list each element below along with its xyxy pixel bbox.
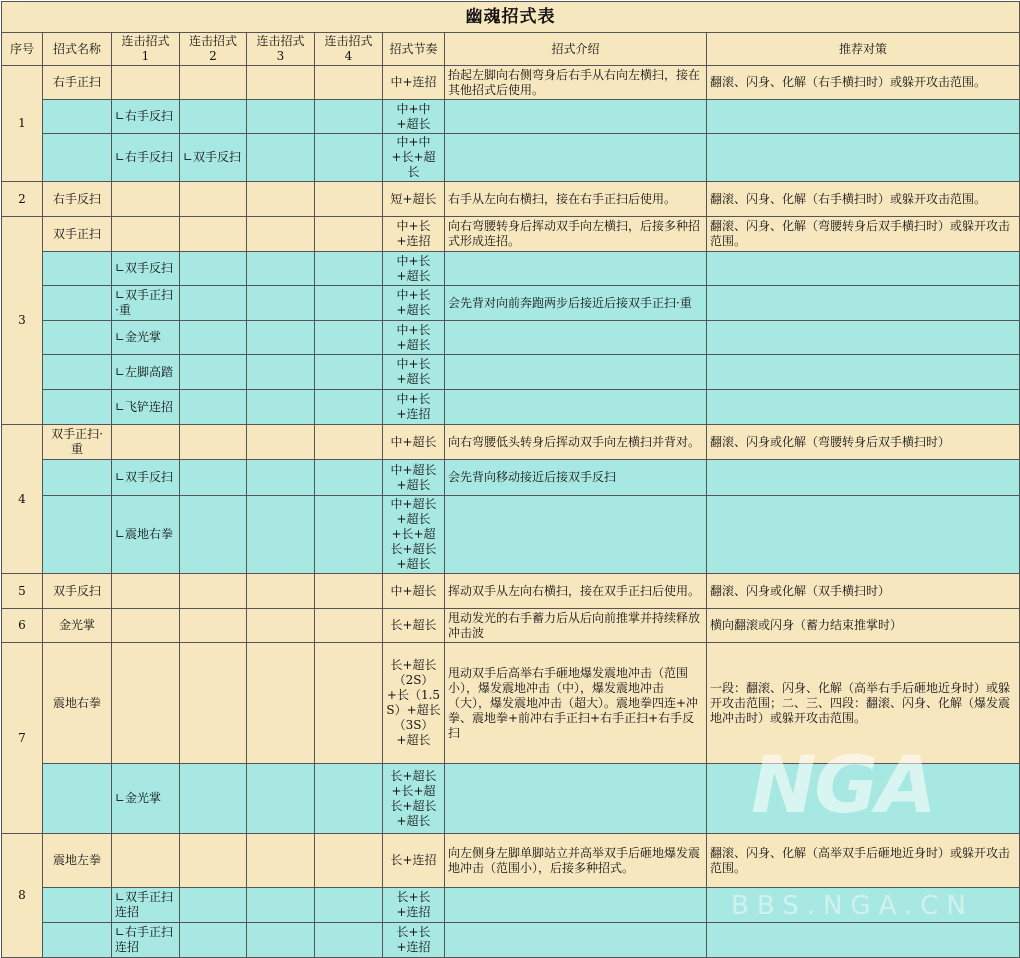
combo-2-cell [180, 425, 247, 460]
combo-3-cell [247, 217, 315, 252]
header-col-move-name: 招式名称 [43, 33, 112, 66]
move-name-cell: 右手正扫 [43, 66, 112, 100]
combo-4-cell [315, 134, 383, 182]
move-name-cell [43, 252, 112, 286]
combo-4-cell [315, 425, 383, 460]
combo-4-cell [315, 643, 383, 764]
table-row [2, 496, 1020, 574]
intro-cell [445, 390, 707, 425]
intro-cell: 挥动双手从左向右横扫，接在双手正扫后使用。 [445, 574, 707, 609]
counter-cell: 翻滚、闪身、化解（右手横扫时）或躲开攻击范围。 [707, 182, 1020, 217]
counter-cell [707, 286, 1020, 321]
move-name-cell: 双手正扫·重 [43, 425, 112, 460]
combo-4-cell [315, 100, 383, 134]
row-index-cell: 4 [2, 425, 43, 574]
combo-2-cell [180, 574, 247, 609]
table-row [2, 321, 1020, 355]
combo-1-cell [112, 425, 180, 460]
intro-cell [445, 355, 707, 390]
intro-cell: 甩动双手后高举右手砸地爆发震地冲击（范围小），爆发震地冲击（中），爆发震地冲击（大），爆发震地冲击（超大）。震地拳四连+冲拳、震地拳+前冲右手正扫+右手正扫+右手反扫 [445, 643, 707, 764]
counter-cell: 翻滚、闪身、化解（弯腰转身后双手横扫时）或躲开攻击范围。 [707, 217, 1020, 252]
counter-cell [707, 321, 1020, 355]
counter-cell: 翻滚、闪身或化解（弯腰转身后双手横扫时） [707, 425, 1020, 460]
intro-cell [445, 134, 707, 182]
counter-cell: 翻滚、闪身、化解（高举双手后砸地近身时）或躲开攻击范围。 [707, 834, 1020, 888]
table-row [2, 923, 1020, 958]
table-row [2, 100, 1020, 134]
intro-cell [445, 888, 707, 923]
header-col-combo-1: 连击招式 1 [112, 33, 180, 66]
intro-cell [445, 100, 707, 134]
intro-cell: 向左侧身左脚单脚站立并高举双手后砸地爆发震地冲击（范围小），后接多种招式。 [445, 834, 707, 888]
move-name-cell [43, 355, 112, 390]
combo-4-cell [315, 252, 383, 286]
move-name-cell [43, 390, 112, 425]
watermark-url: BBS.NGA.CN [731, 891, 974, 921]
header-col-counter: 推荐对策 [707, 33, 1020, 66]
table-row [2, 217, 1020, 252]
row-index-cell: 1 [2, 66, 43, 182]
rhythm-cell: 中+超长+超长 [383, 460, 445, 496]
combo-3-cell [247, 574, 315, 609]
combo-1-cell: ∟右手反扫 [112, 100, 180, 134]
header-col-intro: 招式介绍 [445, 33, 707, 66]
combo-2-cell [180, 834, 247, 888]
table-row [2, 252, 1020, 286]
combo-2-cell [180, 390, 247, 425]
combo-3-cell [247, 355, 315, 390]
combo-1-cell: ∟双手正扫连招 [112, 888, 180, 923]
combo-2-cell [180, 66, 247, 100]
combo-4-cell [315, 764, 383, 834]
row-index-cell: 5 [2, 574, 43, 609]
rhythm-cell: 短+超长 [383, 182, 445, 217]
combo-2-cell [180, 460, 247, 496]
combo-3-cell [247, 460, 315, 496]
combo-1-cell: ∟右手正扫连招 [112, 923, 180, 958]
combo-1-cell: ∟飞铲连招 [112, 390, 180, 425]
intro-cell: 向右弯腰低头转身后挥动双手向左横扫并背对。 [445, 425, 707, 460]
intro-cell: 抬起左脚向右侧弯身后右手从右向左横扫，接在其他招式后使用。 [445, 66, 707, 100]
row-index-cell: 8 [2, 834, 43, 958]
combo-2-cell [180, 764, 247, 834]
rhythm-cell: 长+超长 [383, 609, 445, 643]
move-name-cell [43, 923, 112, 958]
counter-cell [707, 252, 1020, 286]
table-row [2, 390, 1020, 425]
rhythm-cell: 中+超长 [383, 425, 445, 460]
rhythm-cell: 中+长+超长 [383, 355, 445, 390]
rhythm-cell: 长+超长（2S）+长（1.5S）+超长（3S）+超长 [383, 643, 445, 764]
table-row [2, 643, 1020, 764]
counter-cell: 横向翻滚或闪身（蓄力结束推掌时） [707, 609, 1020, 643]
combo-3-cell [247, 252, 315, 286]
combo-3-cell [247, 100, 315, 134]
combo-3-cell [247, 496, 315, 574]
combo-4-cell [315, 286, 383, 321]
combo-1-cell [112, 182, 180, 217]
combo-1-cell: ∟双手反扫 [112, 460, 180, 496]
combo-1-cell: ∟金光掌 [112, 764, 180, 834]
combo-4-cell [315, 355, 383, 390]
combo-1-cell [112, 834, 180, 888]
combo-4-cell [315, 460, 383, 496]
combo-1-cell: ∟右手反扫 [112, 134, 180, 182]
combo-2-cell [180, 355, 247, 390]
combo-table-wrapper [1, 1, 1019, 958]
counter-cell [707, 923, 1020, 958]
row-index-cell: 7 [2, 643, 43, 834]
table-row [2, 134, 1020, 182]
intro-cell: 向右弯腰转身后挥动双手向左横扫，后接多种招式形成连招。 [445, 217, 707, 252]
rhythm-cell: 长+连招 [383, 834, 445, 888]
table-row [2, 888, 1020, 923]
combo-3-cell [247, 923, 315, 958]
counter-cell: 一段：翻滚、闪身、化解（高举右手后砸地近身时）或躲开攻击范围；二、三、四段：翻滚、闪身、化解（爆发震地冲击时）或躲开攻击范围。 [707, 643, 1020, 764]
combo-1-cell: ∟金光掌 [112, 321, 180, 355]
combo-1-cell [112, 574, 180, 609]
combo-4-cell [315, 217, 383, 252]
table-row [2, 286, 1020, 321]
combo-3-cell [247, 764, 315, 834]
move-name-cell [43, 134, 112, 182]
header-col-index: 序号 [2, 33, 43, 66]
rhythm-cell: 长+超长+长+超长+超长+超长 [383, 764, 445, 834]
combo-1-cell: ∟双手反扫 [112, 252, 180, 286]
combo-2-cell [180, 182, 247, 217]
counter-cell [707, 355, 1020, 390]
table-row [2, 182, 1020, 217]
combo-3-cell [247, 643, 315, 764]
move-name-cell: 双手反扫 [43, 574, 112, 609]
combo-3-cell [247, 834, 315, 888]
move-name-cell: 震地左拳 [43, 834, 112, 888]
rhythm-cell: 长+长+连招 [383, 888, 445, 923]
combo-2-cell [180, 609, 247, 643]
counter-cell [707, 888, 1020, 923]
combo-4-cell [315, 496, 383, 574]
combo-3-cell [247, 609, 315, 643]
move-name-cell: 震地右拳 [43, 643, 112, 764]
move-name-cell: 右手反扫 [43, 182, 112, 217]
combo-1-cell: ∟左脚高踏 [112, 355, 180, 390]
combo-1-cell [112, 609, 180, 643]
rhythm-cell: 中+长+超长 [383, 286, 445, 321]
combo-1-cell: ∟双手正扫·重 [112, 286, 180, 321]
intro-cell [445, 496, 707, 574]
combo-3-cell [247, 134, 315, 182]
row-index-cell: 3 [2, 217, 43, 425]
move-name-cell [43, 286, 112, 321]
intro-cell: 会先背对向前奔跑两步后接近后接双手正扫·重 [445, 286, 707, 321]
table-title: 幽魂招式表 [2, 2, 1020, 33]
rhythm-cell: 中+中+超长 [383, 100, 445, 134]
header-col-combo-4: 连击招式 4 [315, 33, 383, 66]
counter-cell [707, 764, 1020, 834]
combo-2-cell [180, 923, 247, 958]
table-row [2, 764, 1020, 834]
combo-1-cell: ∟震地右拳 [112, 496, 180, 574]
intro-cell [445, 321, 707, 355]
table-row [2, 609, 1020, 643]
counter-cell: 翻滚、闪身或化解（双手横扫时） [707, 574, 1020, 609]
combo-2-cell [180, 100, 247, 134]
rhythm-cell: 中+中+长+超长 [383, 134, 445, 182]
intro-cell [445, 923, 707, 958]
combo-4-cell [315, 834, 383, 888]
counter-cell [707, 134, 1020, 182]
row-index-cell: 6 [2, 609, 43, 643]
counter-cell [707, 100, 1020, 134]
combo-3-cell [247, 182, 315, 217]
combo-1-cell [112, 643, 180, 764]
table-row [2, 355, 1020, 390]
combo-3-cell [247, 321, 315, 355]
combo-4-cell [315, 182, 383, 217]
move-name-cell [43, 496, 112, 574]
header-col-combo-3: 连击招式 3 [247, 33, 315, 66]
combo-3-cell [247, 66, 315, 100]
watermark-logo: NGA [751, 741, 935, 831]
combo-3-cell [247, 888, 315, 923]
rhythm-cell: 中+连招 [383, 66, 445, 100]
combo-4-cell [315, 321, 383, 355]
move-name-cell [43, 460, 112, 496]
intro-cell [445, 764, 707, 834]
rhythm-cell: 中+长+超长 [383, 321, 445, 355]
intro-cell: 右手从左向右横扫，接在右手正扫后使用。 [445, 182, 707, 217]
counter-cell [707, 496, 1020, 574]
combo-3-cell [247, 286, 315, 321]
combo-4-cell [315, 574, 383, 609]
combo-1-cell [112, 217, 180, 252]
header-row [2, 33, 1020, 66]
table-row [2, 574, 1020, 609]
rhythm-cell: 中+长+超长 [383, 252, 445, 286]
combo-2-cell: ∟双手反扫 [180, 134, 247, 182]
move-name-cell [43, 764, 112, 834]
intro-cell: 会先背向移动接近后接双手反扫 [445, 460, 707, 496]
combo-4-cell [315, 923, 383, 958]
combo-4-cell [315, 390, 383, 425]
move-name-cell [43, 888, 112, 923]
counter-cell [707, 460, 1020, 496]
combo-2-cell [180, 321, 247, 355]
move-name-cell [43, 100, 112, 134]
header-col-combo-2: 连击招式 2 [180, 33, 247, 66]
move-name-cell: 双手正扫 [43, 217, 112, 252]
combo-4-cell [315, 888, 383, 923]
combo-4-cell [315, 66, 383, 100]
rhythm-cell: 中+超长 [383, 574, 445, 609]
combo-1-cell [112, 66, 180, 100]
move-name-cell [43, 321, 112, 355]
intro-cell: 甩动发光的右手蓄力后从后向前推掌并持续释放冲击波 [445, 609, 707, 643]
rhythm-cell: 中+超长+超长+长+超长+超长+超长 [383, 496, 445, 574]
table-row [2, 66, 1020, 100]
table-row [2, 460, 1020, 496]
combo-3-cell [247, 425, 315, 460]
intro-cell [445, 252, 707, 286]
combo-2-cell [180, 888, 247, 923]
row-index-cell: 2 [2, 182, 43, 217]
combo-3-cell [247, 390, 315, 425]
move-name-cell: 金光掌 [43, 609, 112, 643]
table-row [2, 425, 1020, 460]
table-row [2, 834, 1020, 888]
combo-2-cell [180, 286, 247, 321]
rhythm-cell: 中+长+连招 [383, 390, 445, 425]
counter-cell [707, 390, 1020, 425]
combo-4-cell [315, 609, 383, 643]
combo-2-cell [180, 496, 247, 574]
combo-2-cell [180, 217, 247, 252]
rhythm-cell: 中+长+连招 [383, 217, 445, 252]
counter-cell: 翻滚、闪身、化解（右手横扫时）或躲开攻击范围。 [707, 66, 1020, 100]
combo-2-cell [180, 252, 247, 286]
combo-table [1, 1, 1020, 958]
rhythm-cell: 长+长+连招 [383, 923, 445, 958]
combo-2-cell [180, 643, 247, 764]
header-col-rhythm: 招式节奏 [383, 33, 445, 66]
